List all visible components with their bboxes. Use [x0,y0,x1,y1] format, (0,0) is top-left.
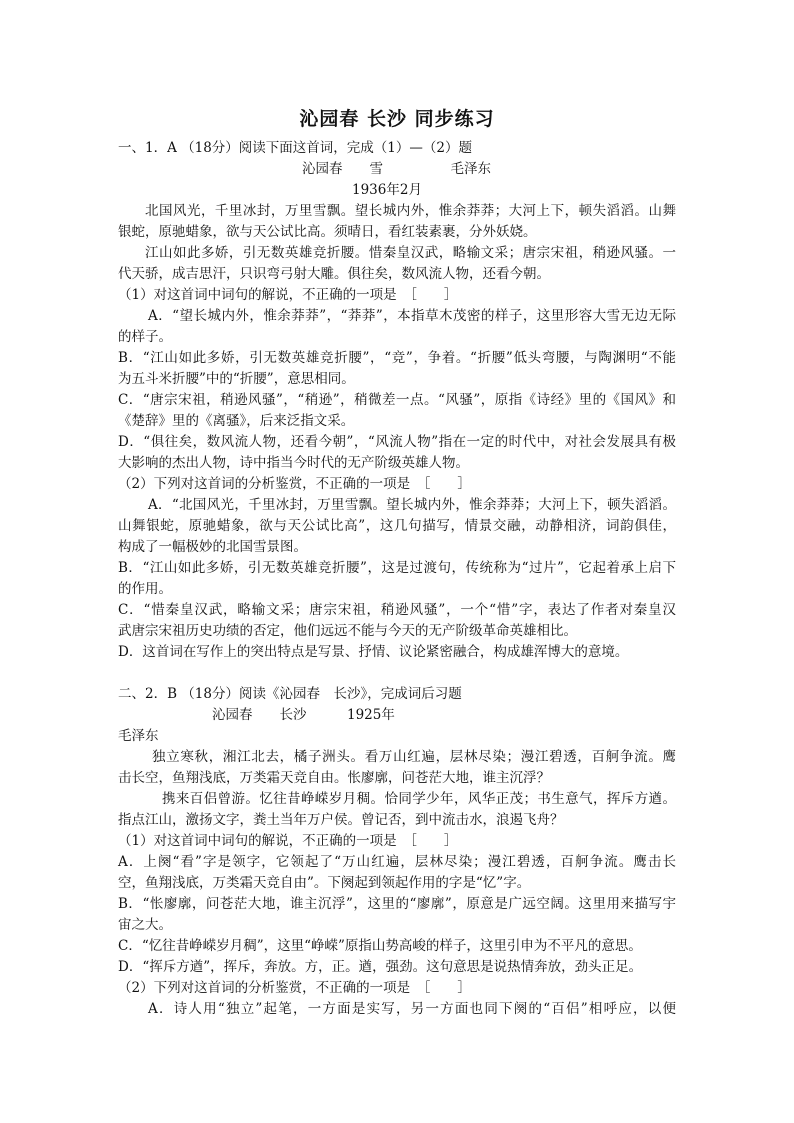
option-c: C．“唐宗宋祖，稍逊风骚”，“稍逊”，稍微差一点。“风骚”，原指《诗经》里的《国风》和 [118,392,676,408]
poem-1-title: 沁园春 雪 毛泽东 [302,161,491,177]
option-a: A．“北国风光，千里冰封，万里雪飘。望长城内外，惟余莽莽；大河上下，顿失滔滔。 [148,497,676,513]
page-title: 沁园春 长沙 同步练习 [299,108,495,130]
option-b: B．“怅廖廓，问苍茫大地，谁主沉浮”，这里的“廖廓”，原意是广远空阔。这里用来描写宇 [118,896,676,912]
section-1-heading: 一、1．A （18分）阅读下面这首词，完成（1）—（2）题 [118,140,472,156]
option-b: B．“江山如此多娇，引无数英雄竞折腰”，“竞”，争着。“折腰”低头弯腰，与陶渊明“不能 [118,350,676,366]
option-b-cont: 宙之大。 [118,917,172,933]
poem-2-line: 携来百侣曾游。忆往昔峥嵘岁月稠。恰同学少年，风华正茂；书生意气，挥斥方遒。 [162,791,676,807]
option-a: A．诗人用“独立”起笔，一方面是实写，另一方面也同下阕的“百侣”相呼应，以便 [148,1001,676,1017]
option-a: A．“望长城内外，惟余莽莽”，“莽莽”，本指草木茂密的样子，这里形容大雪无边无际 [148,308,676,324]
poem-2-line: 指点江山，激扬文字，粪土当年万户侯。曾记否，到中流击水，浪遏飞舟？ [118,812,564,828]
option-d: D．这首词在写作上的突出特点是写景、抒情、议论紧密融合，构成雄浑博大的意境。 [118,644,629,660]
option-c-cont: 《楚辞》里的《离骚》，后来泛指文采。 [118,413,355,429]
question-1-1: （1）对这首词中词句的解说，不正确的一项是 ［ ］ [118,287,458,303]
option-a-cont: 构成了一幅极妙的北国雪景图。 [118,539,307,555]
option-d: D．“俱往矣，数风流人物，还看今朝”，“风流人物”指在一定的时代中，对社会发展具有极 [118,434,676,450]
poem-1-line: 北国风光，千里冰封，万里雪飘。望长城内外，惟余莽莽；大河上下，顿失滔滔。山舞 [145,203,676,219]
poem-1-line: 代天骄，成吉思汗，只识弯弓射大雕。俱往矣，数风流人物，还看今朝。 [118,266,550,282]
option-a: A．上阕“看”字是领字，它领起了“万山红遍，层林尽染；漫江碧透，百舸争流。鹰击长 [118,854,676,870]
question-2-1: （1）对这首词中词句的解说，不正确的一项是 ［ ］ [118,833,458,849]
option-a-cont: 空，鱼翔浅底，万类霜天竞自由”。下阕起到领起作用的字是“忆”字。 [118,875,531,891]
option-a-cont: 山舞银蛇，原驰蜡象，欲与天公试比高”，这几句描写，情景交融，动静相济，词韵俱佳， [118,518,676,534]
poem-1-date: 1936年2月 [352,182,422,198]
option-b-cont: 为五斗米折腰”中的“折腰”，意思相同。 [118,371,355,387]
question-2-2: （2）下列对这首词的分析鉴赏，不正确的一项是 ［ ］ [118,980,471,996]
option-a-cont: 的样子。 [118,329,172,345]
option-c: C．“忆往昔峥嵘岁月稠”，这里“峥嵘”原指山势高峻的样子，这里引申为不平凡的意思。 [118,938,642,954]
option-d: D．“挥斥方遒”，挥斥，奔放。方，正。遒，强劲。这句意思是说热情奔放，劲头正足。 [118,959,643,975]
poem-2-line: 独立寒秋，湘江北去，橘子洲头。看万山红遍，层林尽染；漫江碧透，百舸争流。鹰 [152,749,676,765]
option-b: B．“江山如此多娇，引无数英雄竞折腰”，这是过渡句，传统称为“过片”，它起着承上启下 [118,560,676,576]
poem-2-author: 毛泽东 [118,728,159,744]
poem-2-line: 击长空，鱼翔浅底，万类霜天竞自由。怅廖廓，问苍茫大地，谁主沉浮？ [118,770,550,786]
option-c-cont: 武唐宗宋祖历史功绩的否定，他们远远不能与今天的无产阶级革命英雄相比。 [118,623,577,639]
option-c: C．“惜秦皇汉武，略输文采；唐宗宋祖，稍逊风骚”，一个“惜”字，表达了作者对秦皇汉 [118,602,676,618]
option-b-cont: 的作用。 [118,581,172,597]
poem-1-line: 江山如此多娇，引无数英雄竞折腰。惜秦皇汉武，略输文采；唐宗宋祖，稍逊风骚。一 [145,245,676,261]
option-d-cont: 大影响的杰出人物，诗中指当今时代的无产阶级英雄人物。 [118,455,469,471]
poem-2-title: 沁园春 长沙 1925年 [212,707,395,723]
poem-1-line: 银蛇，原驰蜡象，欲与天公试比高。须晴日，看红装素裹，分外妖娆。 [118,224,537,240]
question-1-2: （2）下列对这首词的分析鉴赏，不正确的一项是 ［ ］ [118,476,471,492]
section-2-heading: 二、2．B （18分）阅读《沁园春 长沙》，完成词后习题 [118,686,462,702]
